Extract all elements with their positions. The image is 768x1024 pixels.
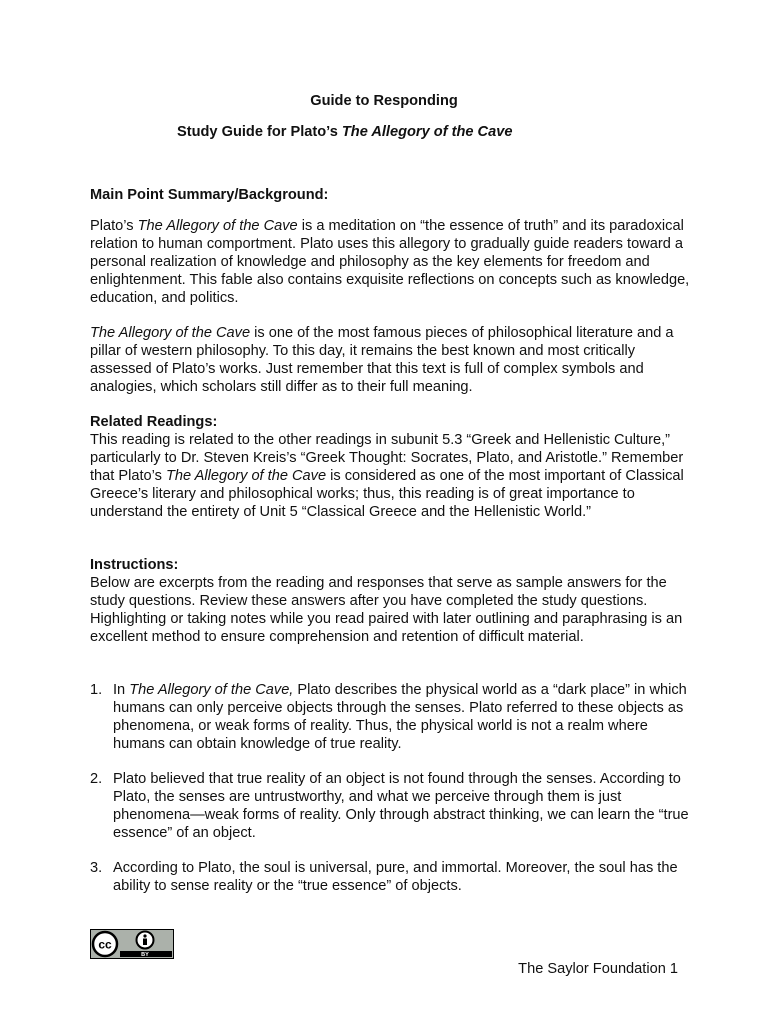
numbered-list-3 xyxy=(90,859,690,895)
svg-text:cc: cc xyxy=(98,937,112,952)
page-title: Guide to Responding xyxy=(310,93,458,109)
page-subtitle xyxy=(177,123,512,141)
license-badge-label: BY xyxy=(141,952,149,958)
subtitle-work-title: The Allegory of the Cave xyxy=(341,124,513,140)
instructions-paragraph: Below are excerpts from the reading and responses that serve as sample answers for the study questions. Review these answers after you have completed the study questions. Highlighting or taking notes while you read paired with later outlining and paraphrasing is an excellent method to ensure comprehension and retention of difficult material. xyxy=(90,575,683,645)
main-point-heading: Main Point Summary/Background: xyxy=(90,187,329,203)
main-point-section xyxy=(90,186,690,204)
page-footer: The Saylor Foundation 1 xyxy=(518,961,678,977)
related-readings-section xyxy=(90,413,690,521)
related-readings-paragraph: This reading is related to the other readings in subunit 5.3 “Greek and Hellenistic Culture,” particularly to Dr. Steven Kreis’s “Greek Thought: Socrates, Plato, and Aristotle.” Remember that Plato’s The Allegory of the Cave is considered as one of the most important of Classical Greece’s literary and philosophical works; thus, this reading is of great importance to understand the entirety of Unit 5 “Classical Greece and the Hellenistic World.” xyxy=(90,432,684,520)
subtitle-text: Study Guide for Plato’s xyxy=(177,124,342,140)
list-item: 2. Plato believed that true reality of an object is not found through the senses. According to Plato, the senses are untrustworthy, and what we perceive through them is just phenomena—weak forms of reality. Only through abstract thinking, we can learn the “true essence” of an object. xyxy=(90,771,689,841)
related-readings-heading: Related Readings: xyxy=(90,414,218,430)
creative-commons-icon xyxy=(90,929,174,959)
instructions-section xyxy=(90,556,690,646)
list-item: 3. According to Plato, the soul is universal, pure, and immortal. Moreover, the soul has the ability to sense reality or the “true essence” of objects. xyxy=(90,860,678,894)
numbered-list xyxy=(90,681,690,753)
list-item: 1. In The Allegory of the Cave, Plato describes the physical world as a “dark place” in which humans can only perceive objects through the senses. Plato referred to these objects as phenomena, or weak forms of reality. Thus, the physical world is not a realm where humans can obtain knowledge of true reality. xyxy=(90,682,687,752)
main-point-paragraph-2: The Allegory of the Cave is one of the most famous pieces of philosophical literature and a pillar of western philosophy. To this day, it remains the best known and most critically assessed of Plato’s works. Just remember that this text is full of complex symbols and analogies, which scholars still differ as to their full meaning. xyxy=(90,325,674,395)
numbered-list-2 xyxy=(90,770,690,842)
main-point-paragraph-1: Plato’s The Allegory of the Cave is a meditation on “the essence of truth” and its paradoxical relation to human comportment. Plato uses this allegory to gradually guide readers toward a personal realization of knowledge and philosophy as the key elements for freedom and enlightenment. This fable also contains exquisite reflections on concepts such as knowledge, education, and politics. xyxy=(90,218,690,306)
cc-by-license-badge xyxy=(90,929,174,959)
instructions-heading: Instructions: xyxy=(90,557,179,573)
